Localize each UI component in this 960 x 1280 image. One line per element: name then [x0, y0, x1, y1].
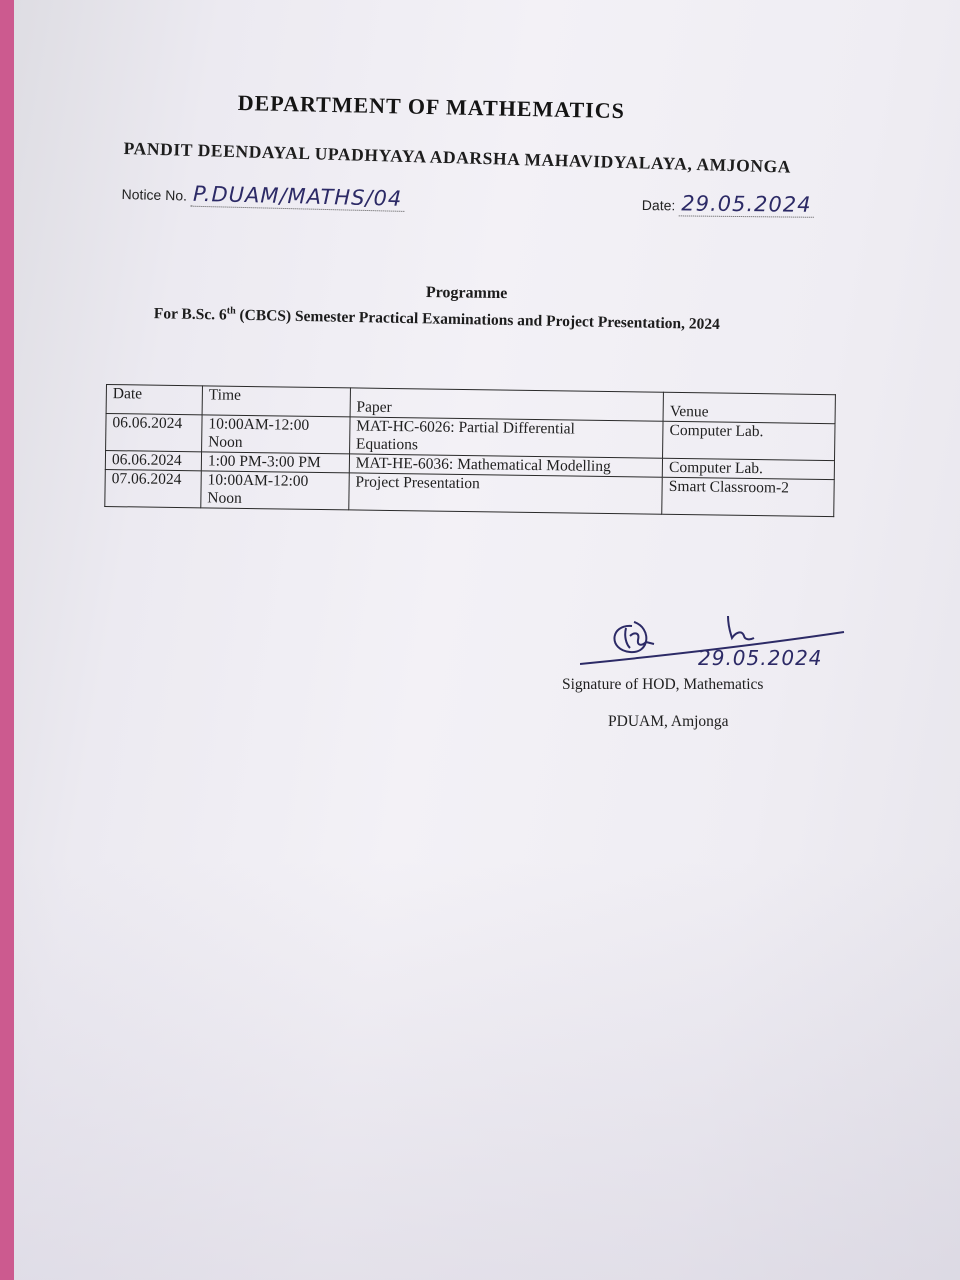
header-venue: Venue	[663, 392, 835, 423]
cell-venue: Computer Lab.	[663, 421, 835, 460]
time-line-2: Noon	[208, 433, 243, 451]
subtitle-rest: (CBCS) Semester Practical Examinations and Project Presentation, 2024	[235, 306, 720, 334]
notice-label: Notice No.	[121, 185, 188, 204]
department-title: DEPARTMENT OF MATHEMATICS	[237, 90, 626, 124]
paper-line: MAT-HC-6026: Partial Differential	[356, 417, 576, 438]
cell-time	[201, 471, 349, 510]
cell-paper: MAT-HE-6036: Mathematical Modelling	[349, 454, 663, 477]
schedule-table-wrapper	[104, 384, 836, 517]
cell-time: 1:00 PM-3:00 PM	[201, 452, 349, 473]
subtitle-ordinal: th	[226, 305, 236, 317]
schedule-table	[104, 384, 836, 517]
cell-date: 07.06.2024	[105, 469, 201, 507]
document-page	[14, 0, 960, 1280]
time-line-2: Noon	[207, 489, 242, 507]
notice-date-row	[642, 191, 814, 217]
time-line: 10:00AM-12:00	[207, 471, 309, 490]
cell-paper	[349, 417, 663, 458]
programme-subtitle	[154, 304, 720, 334]
hod-signature	[580, 606, 870, 686]
cell-paper: Project Presentation	[349, 473, 663, 514]
signature-date-handwritten: 29.05.2024	[698, 646, 823, 670]
header-date: Date	[106, 385, 202, 415]
notice-date-handwritten: 29.05.2024	[679, 191, 814, 217]
notice-number-row	[121, 180, 404, 211]
paper-line-2: Equations	[355, 435, 419, 454]
date-label: Date:	[641, 196, 676, 214]
cell-date: 06.06.2024	[105, 451, 201, 471]
cell-venue: Computer Lab.	[662, 458, 834, 479]
notice-number-handwritten: P.DUAM/MATHS/04	[191, 182, 405, 212]
subtitle-prefix: For B.Sc. 6	[153, 305, 227, 324]
college-name: PANDIT DEENDAYAL UPADHYAYA ADARSHA MAHAVIDYALAYA, AMJONGA	[123, 138, 792, 177]
cell-venue: Smart Classroom-2	[662, 477, 834, 516]
header-paper: Paper	[350, 388, 664, 421]
signature-place: PDUAM, Amjonga	[608, 713, 729, 730]
signature-title: Signature of HOD, Mathematics	[562, 676, 764, 693]
header-time: Time	[202, 386, 350, 417]
cell-date: 06.06.2024	[106, 414, 202, 452]
cell-time	[202, 415, 350, 454]
programme-heading: Programme	[425, 284, 508, 303]
time-line: 10:00AM-12:00	[208, 415, 310, 434]
